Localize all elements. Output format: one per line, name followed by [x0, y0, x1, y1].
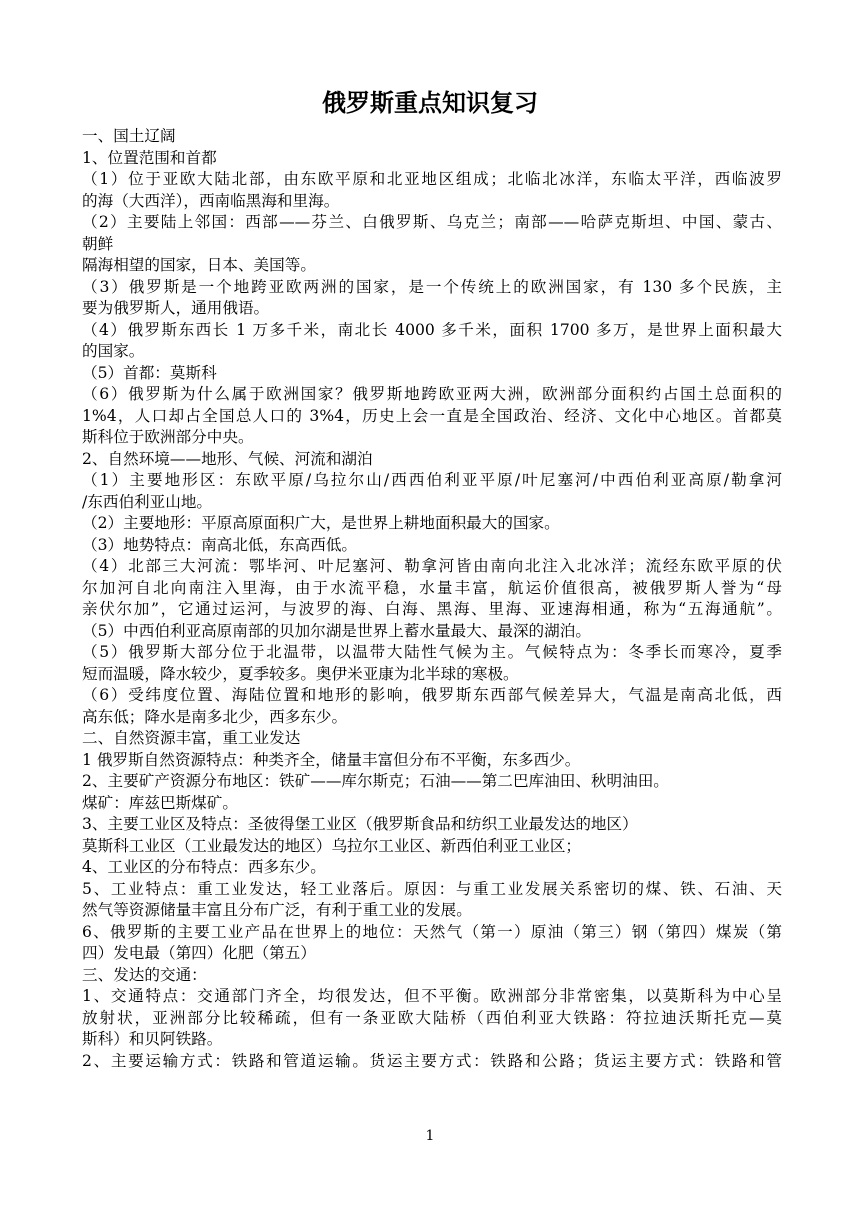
text-line: （5）中西伯利亚高原南部的贝加尔湖是世界上蓄水量最大、最深的湖泊。: [82, 621, 591, 640]
text-line: （5）首都：莫斯科: [82, 363, 217, 382]
text-line: 1、交通特点：交通部门齐全，均很发达，但不平衡。欧洲部分非常密集，以莫斯科为中心呈: [82, 987, 782, 1005]
text-line: 1 俄罗斯自然资源特点：种类齐全，储量丰富但分布不平衡，东多西少。: [82, 750, 581, 769]
text-line: 放射状，亚洲部分比较稀疏，但有一条亚欧大陆桥（西伯利亚大铁路：符拉迪沃斯托克—莫: [82, 1008, 782, 1027]
text-line: 隔海相望的国家，日本、美国等。: [82, 256, 316, 274]
text-line: 二、自然资源丰富，重工业发达: [82, 729, 301, 747]
text-line: 3、主要工业区及特点：圣彼得堡工业区（俄罗斯食品和纺织工业最发达的地区）: [82, 815, 638, 833]
text-line: 斯科）和贝阿铁路。: [82, 1030, 223, 1048]
text-line: （6）俄罗斯为什么属于欧洲国家？俄罗斯地跨欧亚两大洲，欧洲部分面积约占国土总面积的: [82, 385, 782, 403]
text-line: 然气等资源储量丰富且分布广泛，有利于重工业的发展。: [82, 901, 472, 919]
text-line: 2、主要运输方式：铁路和管道运输。货运主要方式：铁路和公路；货运主要方式：铁路和管: [82, 1051, 782, 1070]
text-line: （2）主要地形：平原高原面积广大，是世界上耕地面积最大的国家。: [82, 514, 560, 532]
text-line: 1、位置范围和首都: [82, 148, 217, 167]
text-line: /东西伯利亚山地。: [82, 492, 213, 511]
text-line: 四）发电最（第四）化肥（第五）: [82, 944, 316, 962]
document-body: [82, 126, 782, 1072]
text-line: 煤矿：库兹巴斯煤矿。: [82, 793, 238, 812]
text-line: 2、自然环境——地形、气候、河流和湖泊: [82, 449, 373, 468]
text-line: 高东低；降水是南多北少，西多东少。: [82, 707, 348, 726]
text-line: 亲伏尔加”，它通过运河，与波罗的海、白海、黑海、里海、亚速海相通，称为“五海通航”。: [82, 600, 782, 618]
text-line: 的国家。: [82, 342, 145, 360]
text-line: （4）俄罗斯东西长 1 万多千米，南北长 4000 多千米，面积 1700 多万，是世界上面积最大: [82, 320, 782, 339]
text-line: （3）俄罗斯是一个地跨亚欧两洲的国家，是一个传统上的欧洲国家，有 130 多个民族，主: [82, 277, 782, 296]
text-line: 莫斯科工业区（工业最发达的地区）乌拉尔工业区、新西伯利亚工业区；: [82, 836, 582, 855]
text-line: 的海（大西洋），西南临黑海和里海。: [82, 191, 340, 210]
text-line: 斯科位于欧洲部分中央。: [82, 428, 254, 446]
page-title: 俄罗斯重点知识复习: [322, 89, 538, 117]
text-line: （5）俄罗斯大部分位于北温带，以温带大陆性气候为主。气候特点为：冬季长而寒冷，夏季: [82, 643, 782, 661]
text-line: 5、工业特点：重工业发达，轻工业落后。原因：与重工业发展关系密切的煤、铁、石油、天: [82, 879, 782, 898]
text-line: 4、工业区的分布特点：西多东少。: [82, 858, 326, 876]
text-line: 朝鲜: [82, 234, 114, 253]
text-line: 尔加河自北向南注入里海，由于水流平稳，水量丰富，航运价值很高，被俄罗斯人誉为“母: [82, 578, 782, 597]
text-line: （6）受纬度位置、海陆位置和地形的影响，俄罗斯东西部气候差异大，气温是南高北低，西: [82, 686, 782, 704]
text-line: （1）主要地形区：东欧平原/乌拉尔山/西西伯利亚平原/叶尼塞河/中西伯利亚高原/勒拿河: [82, 471, 782, 489]
text-line: 2、主要矿产资源分布地区：铁矿——库尔斯克；石油——第二巴库油田、秋明油田。: [82, 772, 669, 790]
text-line: 一、国土辽阔: [82, 127, 176, 145]
text-line: 三、发达的交通：: [82, 965, 207, 984]
text-line: 短而温暖，降水较少，夏季较多。奥伊米亚康为北半球的寒极。: [82, 664, 519, 683]
text-line: 1%4，人口却占全国总人口的 3%4，历史上会一直是全国政治、经济、文化中心地区。首都莫: [82, 406, 782, 425]
text-line: （4）北部三大河流：鄂毕河、叶尼塞河、勒拿河皆由南向北注入北冰洋；流经东欧平原的伏: [82, 557, 782, 575]
text-line: 要为俄罗斯人，通用俄语。: [82, 299, 270, 317]
text-line: 6、俄罗斯的主要工业产品在世界上的地位：天然气（第一）原油（第三）钢（第四）煤炭（第: [82, 922, 782, 941]
page-number: 1: [425, 1128, 435, 1144]
text-line: （2）主要陆上邻国：西部——芬兰、白俄罗斯、乌克兰；南部——哈萨克斯坦、中国、蒙古、: [82, 213, 782, 231]
text-line: （3）地势特点：南高北低，东高西低。: [82, 535, 358, 554]
text-line: （1）位于亚欧大陆北部，由东欧平原和北亚地区组成；北临北冰洋，东临太平洋，西临波罗: [82, 170, 782, 188]
